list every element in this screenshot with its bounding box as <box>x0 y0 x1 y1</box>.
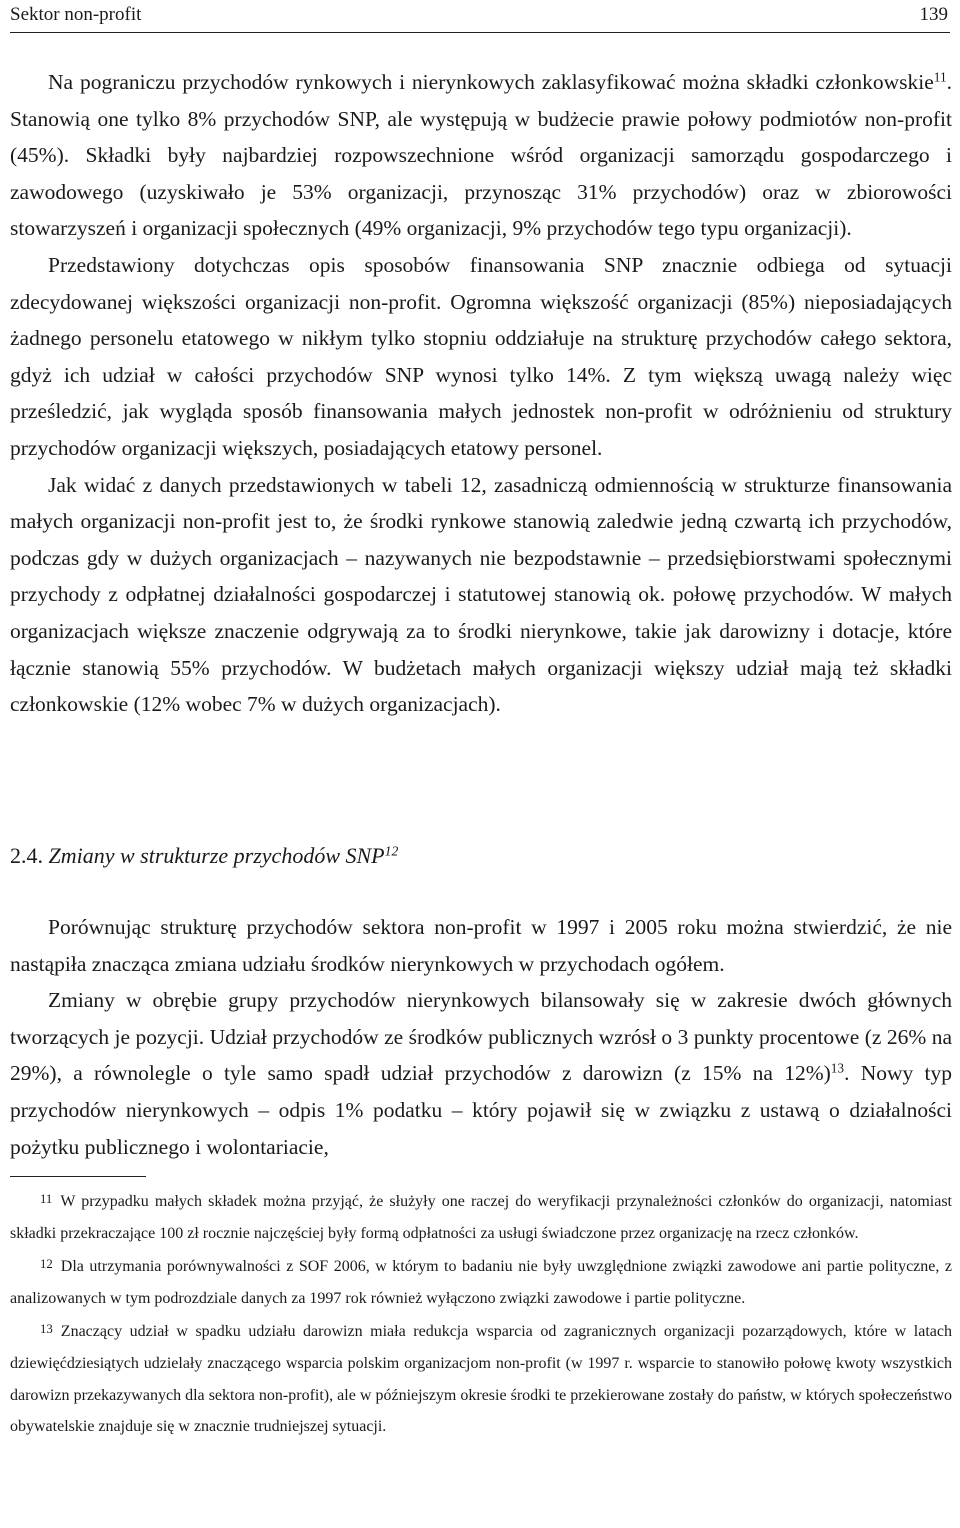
footnote-mark: 13 <box>40 1322 53 1337</box>
footnote-reference: 12 <box>384 843 399 859</box>
footnote <box>10 1249 952 1314</box>
footnote <box>10 1314 952 1442</box>
body-text-block-1 <box>10 64 952 723</box>
paragraph: Zmiany w obrębie grupy przychodów nierynkowych bilansowały się w zakresie dwóch głównych tworzących je pozycji. Udział przychodów ze środków publicznych wzrósł o 3 punkty procentowe (z 26% na 29%), a równolegle o tyle samo spadł udział przychodów z darowizn (z 15% na 12%)$^{13}$. Nowy typ przychodów nierynkowych – odpis 1% podatku – który pojawił się w związku z ustawą o działalności pożytku publicznego i wolontariacie, <box>10 988 952 1159</box>
paragraph: Porównując strukturę przychodów sektora non-profit w 1997 i 2005 roku można stwierdzić, że nie nastąpiła znacząca zmiana udziału środków nierynkowych w przychodach ogółem. <box>10 915 952 976</box>
section-title: Zmiany w strukturze przychodów SNP <box>48 843 385 868</box>
paragraph: Jak widać z danych przedstawionych w tabeli 12, zasadniczą odmiennością w strukturze finansowania małych organizacji non-profit jest to, że środki rynkowe stanowią zaledwie jedną czwartą ich przychodów, podczas gdy w dużych organizacjach – nazywanych nie bezpodstawnie – przedsiębiorstwami społecznymi przychody z odpłatnej działalności gospodarczej i statutowej stanowią ok. połowę przychodów. W małych organizacjach większe znaczenie odgrywają za to środki nierynkowe, takie jak darowizny i dotacje, które łącznie stanowią 55% przychodów. W budżetach małych organizacji większy udział mają też składki członkowskie (12% wobec 7% w dużych organizacjach). <box>10 472 952 717</box>
footnote-text: Znaczący udział w spadku udziału darowizn miała redukcja wsparcia od zagranicznych organizacji pozarządowych, które w latach dziewięćdziesiątych udzielały znaczącego wsparcia polskim organizacjom non-profit (w 1997 r. wsparcie to stanowiło połowę kwoty wszystkich darowizn przekazywanych dla sektora non-profit), ale w późniejszym okresie środki te przekierowane zostały do państw, w których społeczeństwo obywatelskie znajduje się w znacznie trudniejszej sytuacji. <box>10 1323 952 1436</box>
section-number: 2.4. <box>10 843 43 868</box>
running-title: Sektor non-profit <box>10 4 142 25</box>
running-header <box>10 2 950 33</box>
section-heading <box>10 841 398 871</box>
page-number: 139 <box>919 4 948 25</box>
footnote <box>10 1184 952 1249</box>
footnote-reference: 11 <box>933 69 947 85</box>
footnote-text: Dla utrzymania porównywalności z SOF 2006, w którym to badaniu nie były uwzględnione związki zawodowe ani partie polityczne, z analizowanych w tym podrozdziale danych za 1997 rok również wyłączono związki zawodowe i partie polityczne. <box>10 1258 952 1307</box>
body-text-block-2 <box>10 909 952 1165</box>
footnote-text: W przypadku małych składek można przyjąć, że służyły one raczej do weryfikacji przynależności członków do organizacji, natomiast składki przekraczające 100 zł rocznie najczęściej były formą odpłatności za usługi świadczone przez organizację na rzecz członków. <box>10 1193 952 1242</box>
footnote-reference: 13 <box>830 1061 845 1077</box>
footnote-mark: 11 <box>40 1192 53 1206</box>
footnote-separator <box>10 1176 146 1177</box>
footnote-mark: 12 <box>40 1257 53 1272</box>
paragraph: Na pograniczu przychodów rynkowych i nierynkowych zaklasyfikować można składki członkowskie$^{11}$. Stanowią one tylko 8% przychodów SNP, ale występują w budżecie prawie połowy podmiotów non-profit (45%). Składki były najbardziej rozpowszechnione wśród organizacji samorządu gospodarczego i zawodowego (uzyskiwało je 53% organizacji, przynosząc 31% przychodów) oraz w zbiorowości stowarzyszeń i organizacji społecznych (49% organizacji, 9% przychodów tego typu organizacji). <box>10 69 952 241</box>
paragraph: Przedstawiony dotychczas opis sposobów finansowania SNP znacznie odbiega od sytuacji zdecydowanej większości organizacji non-profit. Ogromna większość organizacji (85%) nieposiadających żadnego personelu etatowego w nikłym tylko stopniu oddziałuje na strukturę przychodów całego sektora, gdyż ich udział w całości przychodów SNP wynosi tylko 14%. Z tym większą uwagą należy więc prześledzić, jak wygląda sposób finansowania małych jednostek non-profit w odróżnieniu od struktury przychodów organizacji większych, posiadających etatowy personel. <box>10 252 952 460</box>
footnotes <box>10 1184 952 1443</box>
